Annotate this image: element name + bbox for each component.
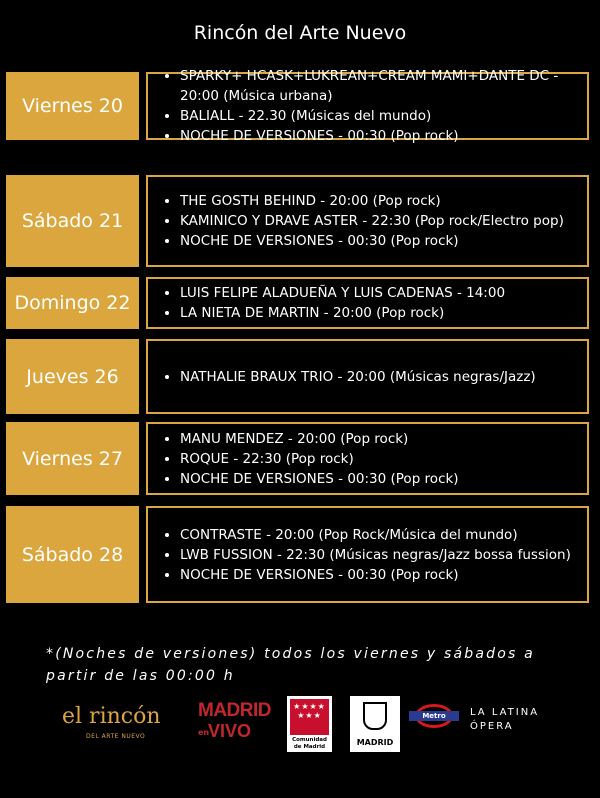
event-item: • SPARKY+ HCASK+LUKREAN+CREAM MAMI+DANTE DC - 20:00 (Música urbana) [180, 66, 581, 106]
metro-station-name [470, 706, 550, 734]
day-row-3 [6, 339, 589, 414]
comunidad-logo-text: Comunidad de Madrid [292, 737, 327, 750]
metro-logo [409, 704, 459, 730]
day-label: Domingo 22 [6, 277, 139, 329]
events-box [146, 175, 589, 267]
events-box [146, 68, 589, 144]
day-row-2 [6, 277, 589, 329]
madrid-en-vivo-line1: MADRID [198, 700, 271, 721]
event-item: • CONTRASTE - 20:00 (Pop Rock/Música del mundo) [180, 525, 571, 545]
day-label: Jueves 26 [6, 339, 139, 414]
event-list [162, 429, 459, 489]
events-box [146, 277, 589, 329]
madrid-en-vivo-small: en [198, 728, 210, 737]
station-line2: ÓPERA [470, 721, 514, 732]
event-item: • NATHALIE BRAUX TRIO - 20:00 (Músicas negras/Jazz) [180, 367, 536, 387]
rincon-logo-main: el rincón [62, 704, 161, 729]
event-list [162, 191, 564, 251]
comunidad-stars-icon: ★★★★ ★★★ [293, 702, 326, 720]
day-label: Sábado 21 [6, 175, 139, 267]
day-row-0 [6, 68, 589, 144]
event-item: • ROQUE - 22:30 (Pop rock) [180, 449, 459, 469]
madrid-city-text: MADRID [356, 738, 394, 747]
metro-logo-text: Metro [409, 711, 459, 721]
event-item: • NOCHE DE VERSIONES - 00:30 (Pop rock) [180, 565, 571, 585]
events-box [146, 339, 589, 414]
rincon-logo [62, 704, 174, 744]
event-item: • NOCHE DE VERSIONES - 00:30 (Pop rock) [180, 231, 564, 251]
sponsor-logos [0, 690, 600, 760]
event-item: • LUIS FELIPE ALADUEÑA Y LUIS CADENAS - 14:00 [180, 283, 505, 303]
event-list [162, 525, 571, 585]
day-label: Viernes 20 [6, 72, 139, 140]
event-list [162, 283, 505, 323]
event-item: • LWB FUSSION - 22:30 (Músicas negras/Jazz bossa fussion) [180, 545, 571, 565]
events-box [146, 422, 589, 495]
rincon-logo-sub: DEL ARTE NUEVO [86, 733, 146, 740]
event-item: • BALIALL - 22.30 (Músicas del mundo) [180, 106, 581, 126]
event-item: • KAMINICO Y DRAVE ASTER - 22:30 (Pop rock/Electro pop) [180, 211, 564, 231]
madrid-en-vivo-line2: VIVO [208, 721, 252, 741]
comunidad-madrid-logo [287, 696, 332, 752]
madrid-en-vivo-logo [198, 700, 271, 748]
event-item: • NOCHE DE VERSIONES - 00:30 (Pop rock) [180, 469, 459, 489]
madrid-city-logo [350, 696, 400, 752]
station-line1: LA LATINA [470, 707, 540, 718]
day-row-4 [6, 422, 589, 495]
event-list [162, 367, 536, 387]
day-label: Sábado 28 [6, 506, 139, 603]
event-item: • MANU MENDEZ - 20:00 (Pop rock) [180, 429, 459, 449]
versions-note: *(Noches de versiones) todos los viernes y sábados a partir de las 00:00 h [46, 646, 535, 684]
events-box [146, 506, 589, 603]
event-item: • THE GOSTH BEHIND - 20:00 (Pop rock) [180, 191, 564, 211]
page-title: Rincón del Arte Nuevo [193, 22, 407, 44]
event-item: • NOCHE DE VERSIONES - 00:30 (Pop rock) [180, 126, 581, 146]
day-row-5 [6, 506, 589, 603]
event-item: • LA NIETA DE MARTIN - 20:00 (Pop rock) [180, 303, 505, 323]
day-row-1 [6, 175, 589, 267]
event-list [162, 66, 581, 146]
day-label: Viernes 27 [6, 422, 139, 495]
madrid-shield-icon [363, 702, 387, 730]
